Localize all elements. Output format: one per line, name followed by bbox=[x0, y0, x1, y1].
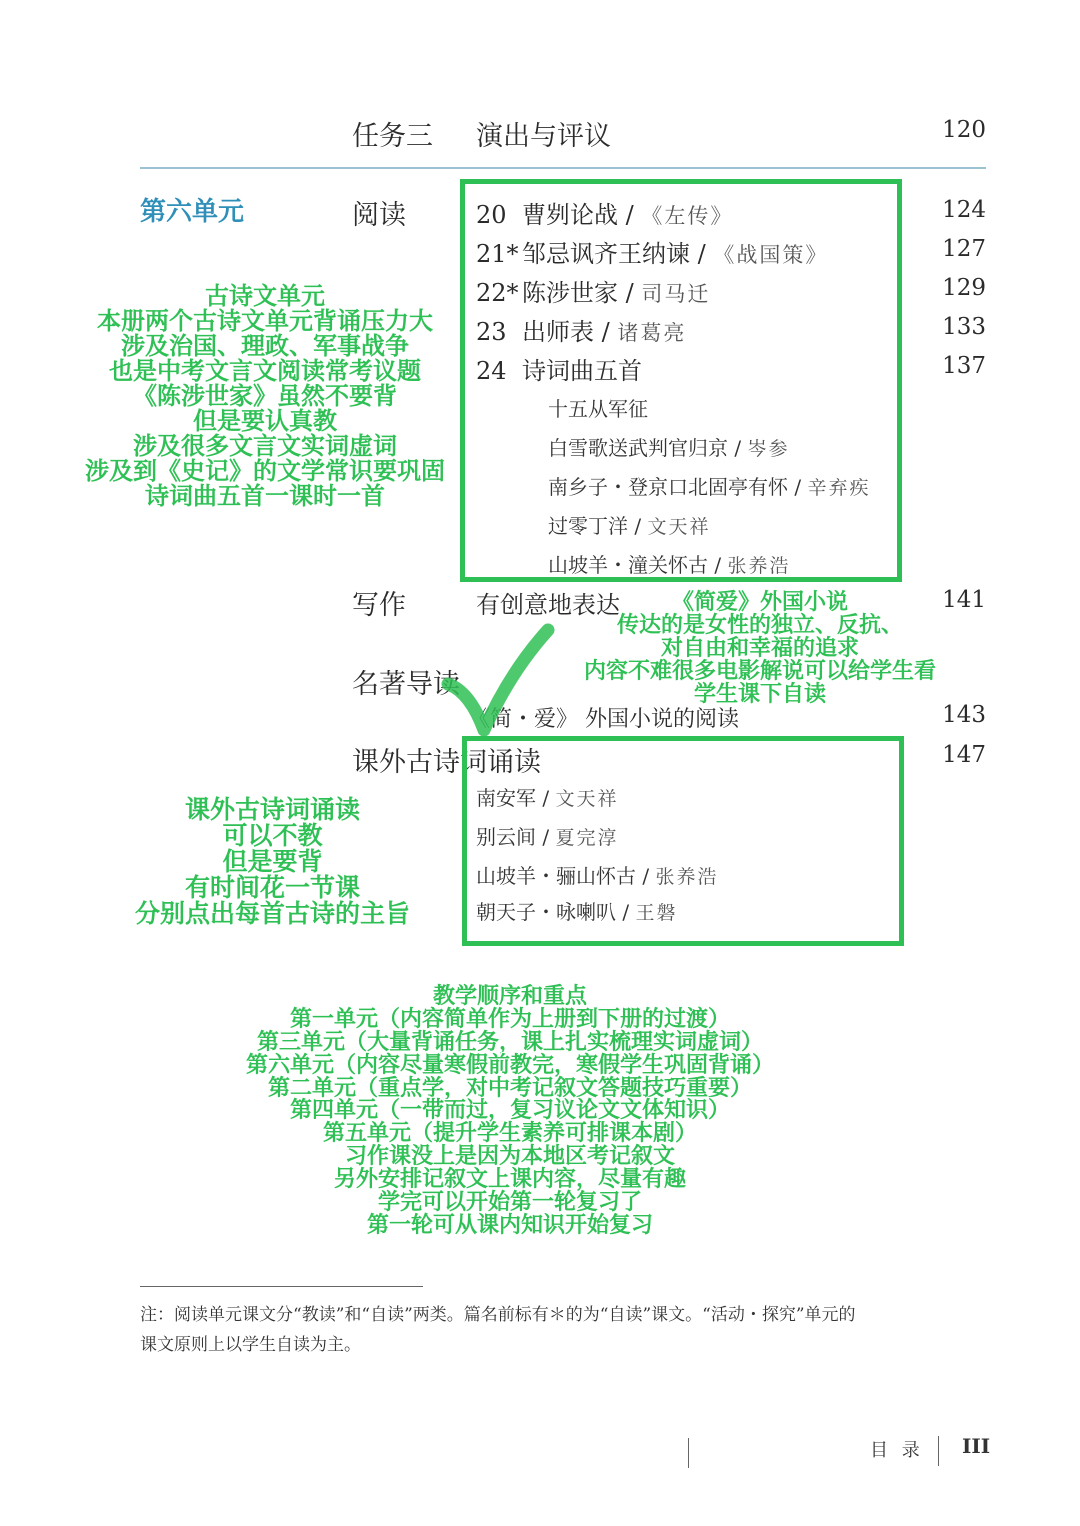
footer-divider bbox=[938, 1436, 939, 1466]
lesson-page: 129 bbox=[942, 275, 986, 301]
lesson-page: 137 bbox=[942, 353, 986, 379]
footer-page-number: III bbox=[962, 1434, 991, 1458]
annotation-extra-poems: 课外古诗词诵读 可以不教 但是要背 有时间花一节课 分别点出每首古诗的主旨 bbox=[134, 795, 410, 928]
reading-label: 阅读 bbox=[352, 200, 406, 231]
footer-divider bbox=[688, 1438, 689, 1468]
footnote-line-2: 课文原则上以学生自读为主。 bbox=[140, 1335, 361, 1355]
unit-title: 第六单元 bbox=[140, 197, 245, 227]
poem-author: 文天祥 bbox=[647, 516, 711, 538]
task-label: 任务三 bbox=[352, 121, 433, 152]
poem-author: 辛弃疾 bbox=[807, 477, 871, 499]
classics-title[interactable]: 《简・爱》 外国小说的阅读 bbox=[468, 707, 739, 732]
highlight-box-reading bbox=[460, 179, 902, 582]
lesson-number: 24 bbox=[476, 357, 507, 385]
lesson-page: 133 bbox=[942, 314, 986, 340]
poem-title: 白雪歌送武判官归京 / bbox=[548, 436, 748, 460]
poem-title: 十五从军征 bbox=[548, 397, 648, 421]
lesson-number: 21* bbox=[476, 240, 519, 268]
lesson-title: 陈涉世家 / bbox=[522, 279, 642, 307]
poem-title: 别云间 / bbox=[476, 825, 556, 849]
section-divider bbox=[140, 167, 986, 169]
task-page: 120 bbox=[942, 117, 986, 143]
writing-label: 写作 bbox=[352, 590, 406, 621]
poem-title: 南乡子・登京口北固亭有怀 / bbox=[548, 475, 808, 499]
lesson-title: 曹刿论战 / bbox=[522, 201, 642, 229]
poem-author: 张养浩 bbox=[655, 866, 719, 888]
poem-title: 山坡羊・骊山怀古 / bbox=[476, 864, 656, 888]
poem-title: 朝天子・咏喇叭 / bbox=[476, 900, 636, 924]
classics-page: 143 bbox=[942, 702, 986, 728]
poem-author: 王磐 bbox=[635, 902, 678, 924]
footer-section: 目 录 bbox=[870, 1440, 924, 1461]
lesson-author: 《左传》 bbox=[641, 204, 734, 228]
annotation-unit-notes: 古诗文单元 本册两个古诗文单元背诵压力大 涉及治国、理政、军事战争 也是中考文言文阅读常考议题 《陈涉世家》虽然不要背 但是要认真教 涉及很多文言文实词虚词 涉及到《史记》的文学常识要巩固 诗词曲五首一课时一首 bbox=[85, 282, 445, 510]
extra-poems-page: 147 bbox=[942, 742, 986, 768]
lesson-number: 23 bbox=[476, 318, 507, 346]
lesson-title: 邹忌讽齐王纳谏 / bbox=[522, 240, 714, 268]
lesson-title: 诗词曲五首 bbox=[522, 357, 642, 385]
poem-author: 张养浩 bbox=[727, 555, 791, 577]
footnote-rule bbox=[140, 1286, 423, 1287]
writing-title[interactable]: 有创意地表达 bbox=[476, 591, 620, 619]
annotation-jane-eyre: 《简爱》外国小说 传达的是女性的独立、反抗、 对自由和幸福的追求 内容不难很多电影解说可以给学生看 学生课下自读 bbox=[583, 590, 936, 707]
lesson-page: 127 bbox=[942, 236, 986, 262]
lesson-author: 司马迁 bbox=[641, 282, 711, 306]
poem-author: 文天祥 bbox=[555, 788, 619, 810]
task-title: 演出与评议 bbox=[476, 121, 611, 152]
lesson-author: 诸葛亮 bbox=[617, 321, 687, 345]
lesson-title: 出师表 / bbox=[522, 318, 618, 346]
lesson-page: 124 bbox=[942, 197, 986, 223]
extra-poems-label: 课外古诗词诵读 bbox=[352, 747, 541, 778]
classics-label: 名著导读 bbox=[352, 669, 460, 700]
writing-page: 141 bbox=[942, 587, 986, 613]
poem-author: 夏完淳 bbox=[555, 827, 619, 849]
poem-title: 山坡羊・潼关怀古 / bbox=[548, 553, 728, 577]
footnote-line-1: 注：阅读单元课文分“教读”和“自读”两类。篇名前标有＊的为“自读”课文。“活动・探究”单元的 bbox=[140, 1305, 856, 1325]
lesson-number: 22* bbox=[476, 279, 519, 307]
poem-title: 过零丁洋 / bbox=[548, 514, 648, 538]
annotation-teaching-order: 教学顺序和重点 第一单元（内容简单作为上册到下册的过渡） 第三单元（大量背诵任务，课上扎实梳理实词虚词） 第六单元（内容尽量寒假前教完，寒假学生巩固背诵） 第二单元（重点学，对中考记叙文答题技巧重要） 第四单元（一带而过，复习议论文文体知识） 第五单元（提升学生素养可排课本剧） 习作课没上是因为本地区考记叙文 另外安排记叙文上课内容，尽量有趣 学完可以开始第一轮复习了 第一轮可从课内知识开始复习 bbox=[245, 984, 774, 1238]
lesson-number: 20 bbox=[476, 201, 507, 229]
poem-title: 南安军 / bbox=[476, 786, 556, 810]
highlight-box-extra-poems bbox=[462, 736, 904, 946]
checkmark-icon bbox=[440, 622, 570, 742]
lesson-author: 《战国策》 bbox=[713, 243, 829, 267]
poem-author: 岑参 bbox=[747, 438, 790, 460]
